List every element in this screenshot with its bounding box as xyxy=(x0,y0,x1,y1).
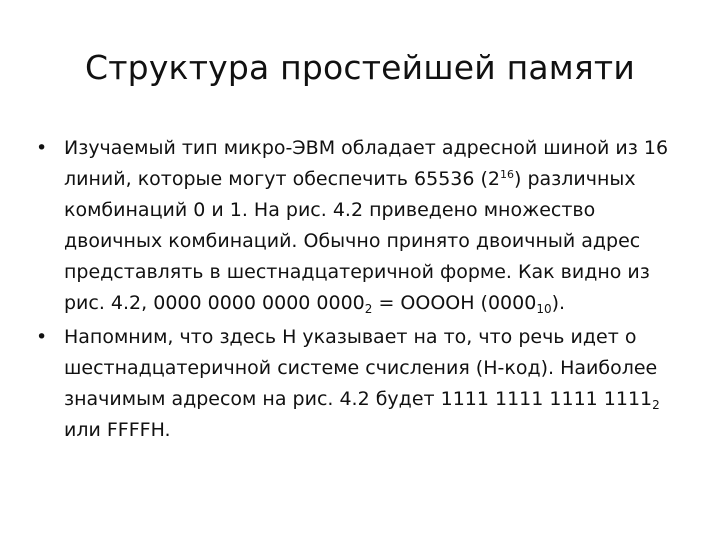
bullet-marker: • xyxy=(36,326,48,348)
bullet-text: Напомним, что здесь H указывает на то, что речь идет о шестнадцатеричной системе счисления (H-код). Наиболее значимым адресом на рис. 4.2 будет 1111 1111 1111 1111 xyxy=(64,326,658,410)
slide-title: Структура простейшей памяти xyxy=(85,48,635,87)
subscript-base: 10 xyxy=(536,302,552,316)
bullet-list xyxy=(36,133,686,449)
subscript-base: 2 xyxy=(364,302,373,316)
bullet-item-address-bus xyxy=(36,133,686,319)
subscript-base: 2 xyxy=(652,398,660,412)
bullet-text: ). xyxy=(551,292,566,314)
bullet-marker: • xyxy=(36,137,48,159)
bullet-text: = OOOOH (0000 xyxy=(372,292,537,314)
bullet-item-hex-note xyxy=(36,322,686,446)
bullet-text: или FFFFH. xyxy=(64,419,171,441)
superscript-exponent: 16 xyxy=(500,168,515,181)
bullet-text: Изучаемый тип микро-ЭВМ обладает адресной шиной из 16 линий, которые могут обеспечить 65536 (2 xyxy=(64,137,669,190)
bullet-text: ) различных комбинаций 0 и 1. На рис. 4.2 приведено множество двоичных комбинаций. Обычно принято двоичный адрес представлять в шестнадцатеричной форме. Как видно из рис. 4.2, 0000 0000 0000 0000 xyxy=(64,168,650,314)
